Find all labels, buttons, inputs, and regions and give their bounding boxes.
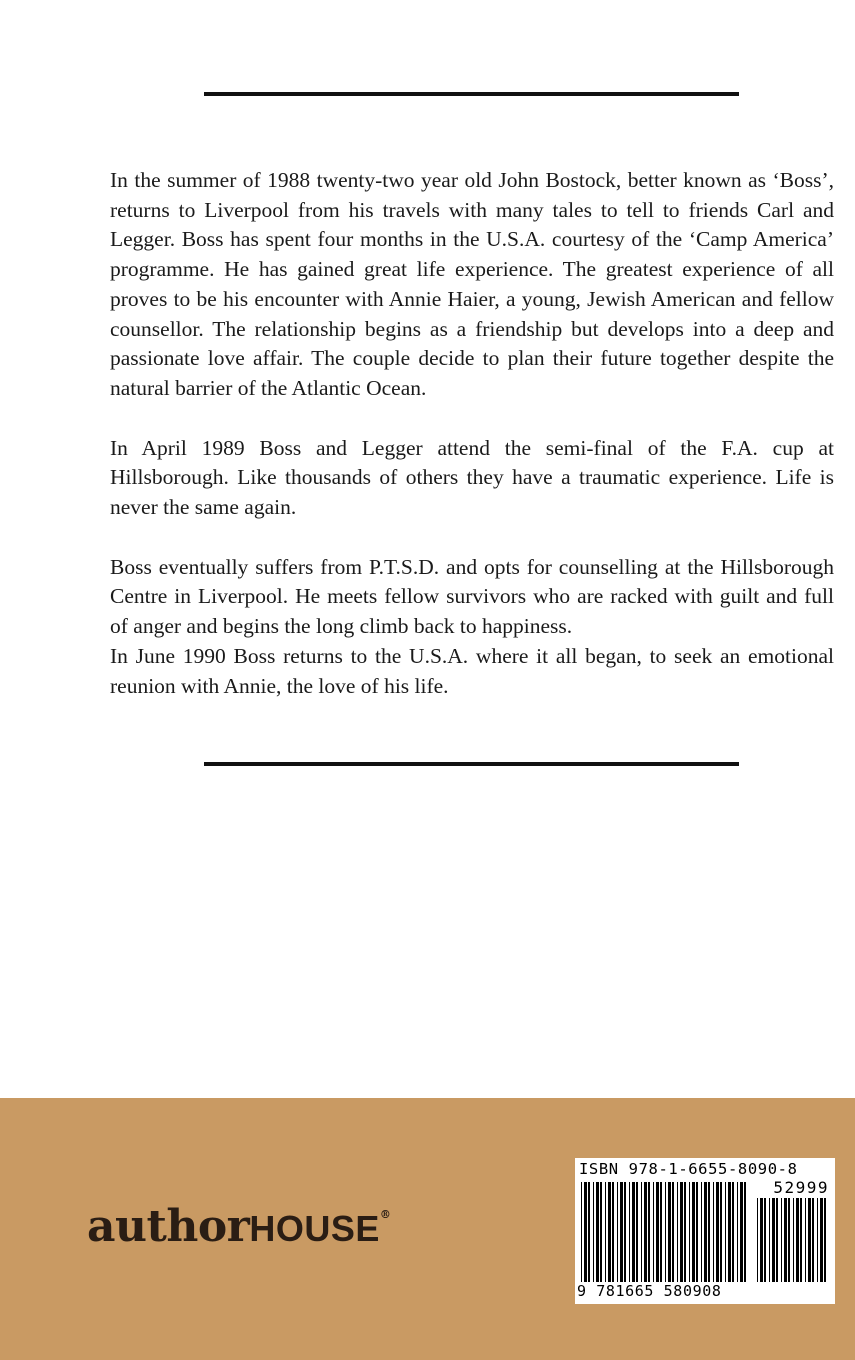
barcode-bar bbox=[644, 1182, 647, 1282]
barcode-label bbox=[575, 1158, 835, 1304]
barcode-bar bbox=[740, 1182, 743, 1282]
barcode-bar bbox=[629, 1182, 630, 1282]
barcode-bar bbox=[764, 1198, 766, 1282]
barcode-bar bbox=[701, 1182, 702, 1282]
barcode-bar bbox=[596, 1182, 599, 1282]
barcode-bar bbox=[680, 1182, 683, 1282]
barcode-bar bbox=[600, 1182, 602, 1282]
blurb-paragraph-1: In the summer of 1988 twenty-two year old John Bostock, better known as ‘Boss’, returns to Liverpool from his travels with many tales to tell to friends Carl and Legger. Boss has spent four months in the U.S.A. courtesy of the ‘Camp America’ programme. He has gained great life experience. The greatest experience of all proves to be his encounter with Annie Haier, a young, Jewish American and fellow counsellor. The relationship begins as a friendship but develops into a deep and passionate love affair. The couple decide to plan their future together despite the natural barrier of the Atlantic Ocean. bbox=[110, 168, 834, 400]
barcode-bar bbox=[692, 1182, 695, 1282]
barcode-bar bbox=[737, 1182, 738, 1282]
blurb-paragraph-4: In June 1990 Boss returns to the U.S.A. where it all began, to seek an emotional reunion with Annie, the love of his life. bbox=[110, 643, 834, 698]
ean-digits: 9 781665 580908 bbox=[577, 1282, 749, 1300]
barcode-bar bbox=[593, 1182, 594, 1282]
barcode-bar bbox=[725, 1182, 726, 1282]
barcode-bar bbox=[776, 1198, 778, 1282]
back-cover-blurb bbox=[110, 166, 834, 701]
isbn-text: ISBN 978-1-6655-8090-8 bbox=[579, 1160, 798, 1178]
barcode-bar bbox=[617, 1182, 618, 1282]
barcode-bar bbox=[677, 1182, 678, 1282]
barcode-bar bbox=[784, 1198, 787, 1282]
barcode-bar bbox=[760, 1198, 763, 1282]
barcode-bar bbox=[584, 1182, 587, 1282]
barcode-bar bbox=[757, 1198, 758, 1282]
barcode-bar bbox=[820, 1198, 823, 1282]
barcode-bar bbox=[656, 1182, 659, 1282]
footer-band bbox=[0, 1098, 855, 1360]
barcode-bar bbox=[744, 1182, 746, 1282]
barcode-bar bbox=[660, 1182, 662, 1282]
barcode-bar bbox=[720, 1182, 722, 1282]
barcode-bar bbox=[624, 1182, 626, 1282]
publisher-logo bbox=[87, 1201, 391, 1252]
barcode-bar bbox=[672, 1182, 674, 1282]
barcode-bar bbox=[696, 1182, 698, 1282]
top-divider bbox=[204, 92, 739, 96]
barcode-bar bbox=[713, 1182, 714, 1282]
barcode-bar bbox=[808, 1198, 811, 1282]
barcode-bar bbox=[805, 1198, 806, 1282]
barcode-bar bbox=[581, 1182, 582, 1282]
barcode-bar bbox=[588, 1182, 590, 1282]
ean-barcode bbox=[581, 1182, 749, 1282]
barcode-bar bbox=[668, 1182, 671, 1282]
barcode-bar bbox=[653, 1182, 654, 1282]
barcode-bar bbox=[716, 1182, 719, 1282]
blurb-paragraph-3: Boss eventually suffers from P.T.S.D. and opts for counselling at the Hillsborough Centre in Liverpool. He meets fellow survivors who are racked with guilt and full of anger and begins the long climb back to happiness. bbox=[110, 554, 834, 639]
barcode-bar bbox=[781, 1198, 782, 1282]
barcode-bar bbox=[788, 1198, 790, 1282]
barcode-bar bbox=[732, 1182, 734, 1282]
barcode-bar bbox=[708, 1182, 710, 1282]
barcode-bar bbox=[648, 1182, 650, 1282]
bottom-divider bbox=[204, 762, 739, 766]
barcode-bar bbox=[665, 1182, 666, 1282]
barcode-bar bbox=[796, 1198, 799, 1282]
barcode-bar bbox=[612, 1182, 614, 1282]
barcode-bar bbox=[684, 1182, 686, 1282]
logo-author-text: author bbox=[87, 1201, 250, 1252]
addon-barcode bbox=[757, 1198, 827, 1282]
registered-mark: ® bbox=[379, 1208, 391, 1221]
barcode-bar bbox=[793, 1198, 794, 1282]
barcode-bar bbox=[632, 1182, 635, 1282]
barcode-bar bbox=[728, 1182, 731, 1282]
barcode-bar bbox=[812, 1198, 814, 1282]
barcode-bar bbox=[689, 1182, 690, 1282]
barcode-bar bbox=[605, 1182, 606, 1282]
barcode-bar bbox=[636, 1182, 638, 1282]
barcode-bar bbox=[704, 1182, 707, 1282]
barcode-bar bbox=[817, 1198, 818, 1282]
logo-house-text: HOUSE bbox=[249, 1208, 380, 1249]
barcode-bar bbox=[772, 1198, 775, 1282]
barcode-bar bbox=[769, 1198, 770, 1282]
blurb-paragraph-2: In April 1989 Boss and Legger attend the semi-final of the F.A. cup at Hillsborough. Like thousands of others they have a traumatic experience. Life is never the same again. bbox=[110, 435, 834, 520]
barcode-bar bbox=[824, 1198, 826, 1282]
barcode-bar bbox=[608, 1182, 611, 1282]
barcode-bar bbox=[641, 1182, 642, 1282]
barcode-bar bbox=[620, 1182, 623, 1282]
barcode-bar bbox=[800, 1198, 802, 1282]
price-code: 52999 bbox=[773, 1178, 829, 1197]
